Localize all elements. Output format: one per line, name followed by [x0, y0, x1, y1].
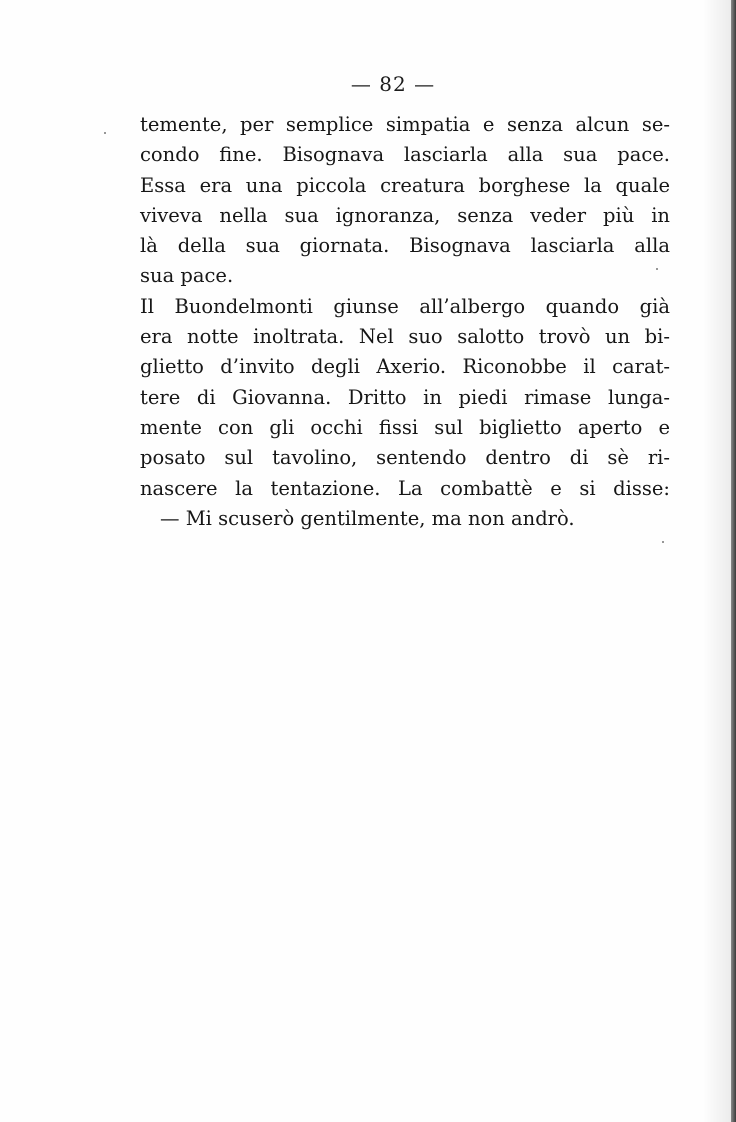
page-number: — 82 —	[350, 72, 436, 96]
paper-speck	[662, 541, 664, 543]
text-line-6: sua pace.	[140, 264, 234, 288]
text-line-4: viveva nella sua ignoranza, senza veder più in	[140, 203, 670, 227]
text-line-13: nascere la tentazione. La combattè e si disse:	[140, 476, 670, 500]
text-line-12: posato sul tavolino, sentendo dentro di sè ri-	[140, 446, 670, 470]
body-text	[140, 110, 670, 534]
text-line-3: Essa era una piccola creatura borghese la quale	[140, 173, 670, 197]
text-line-10: tere di Giovanna. Dritto in piedi rimase lunga-	[140, 385, 670, 409]
text-line-11: mente con gli occhi fissi sul biglietto aperto e	[140, 415, 670, 439]
paper-speck	[104, 132, 106, 134]
text-line-1: temente, per semplice simpatia e senza alcun se-	[140, 113, 670, 136]
text-line-8: era notte inoltrata. Nel suo salotto trovò un bi-	[140, 325, 670, 349]
spine-shadow	[703, 0, 731, 1122]
text-line-14: — Mi scuserò gentilmente, ma non andrò.	[160, 506, 575, 530]
text-line-5: là della sua giornata. Bisognava lasciarla alla	[140, 234, 670, 258]
text-line-9: glietto d’invito degli Axerio. Riconobbe il carat-	[140, 355, 670, 379]
paper-speck	[656, 268, 658, 270]
page-edge	[731, 0, 736, 1122]
text-line-7: Il Buondelmonti giunse all’albergo quando già	[140, 294, 670, 318]
text-line-2: condo fine. Bisognava lasciarla alla sua pace.	[140, 143, 670, 167]
